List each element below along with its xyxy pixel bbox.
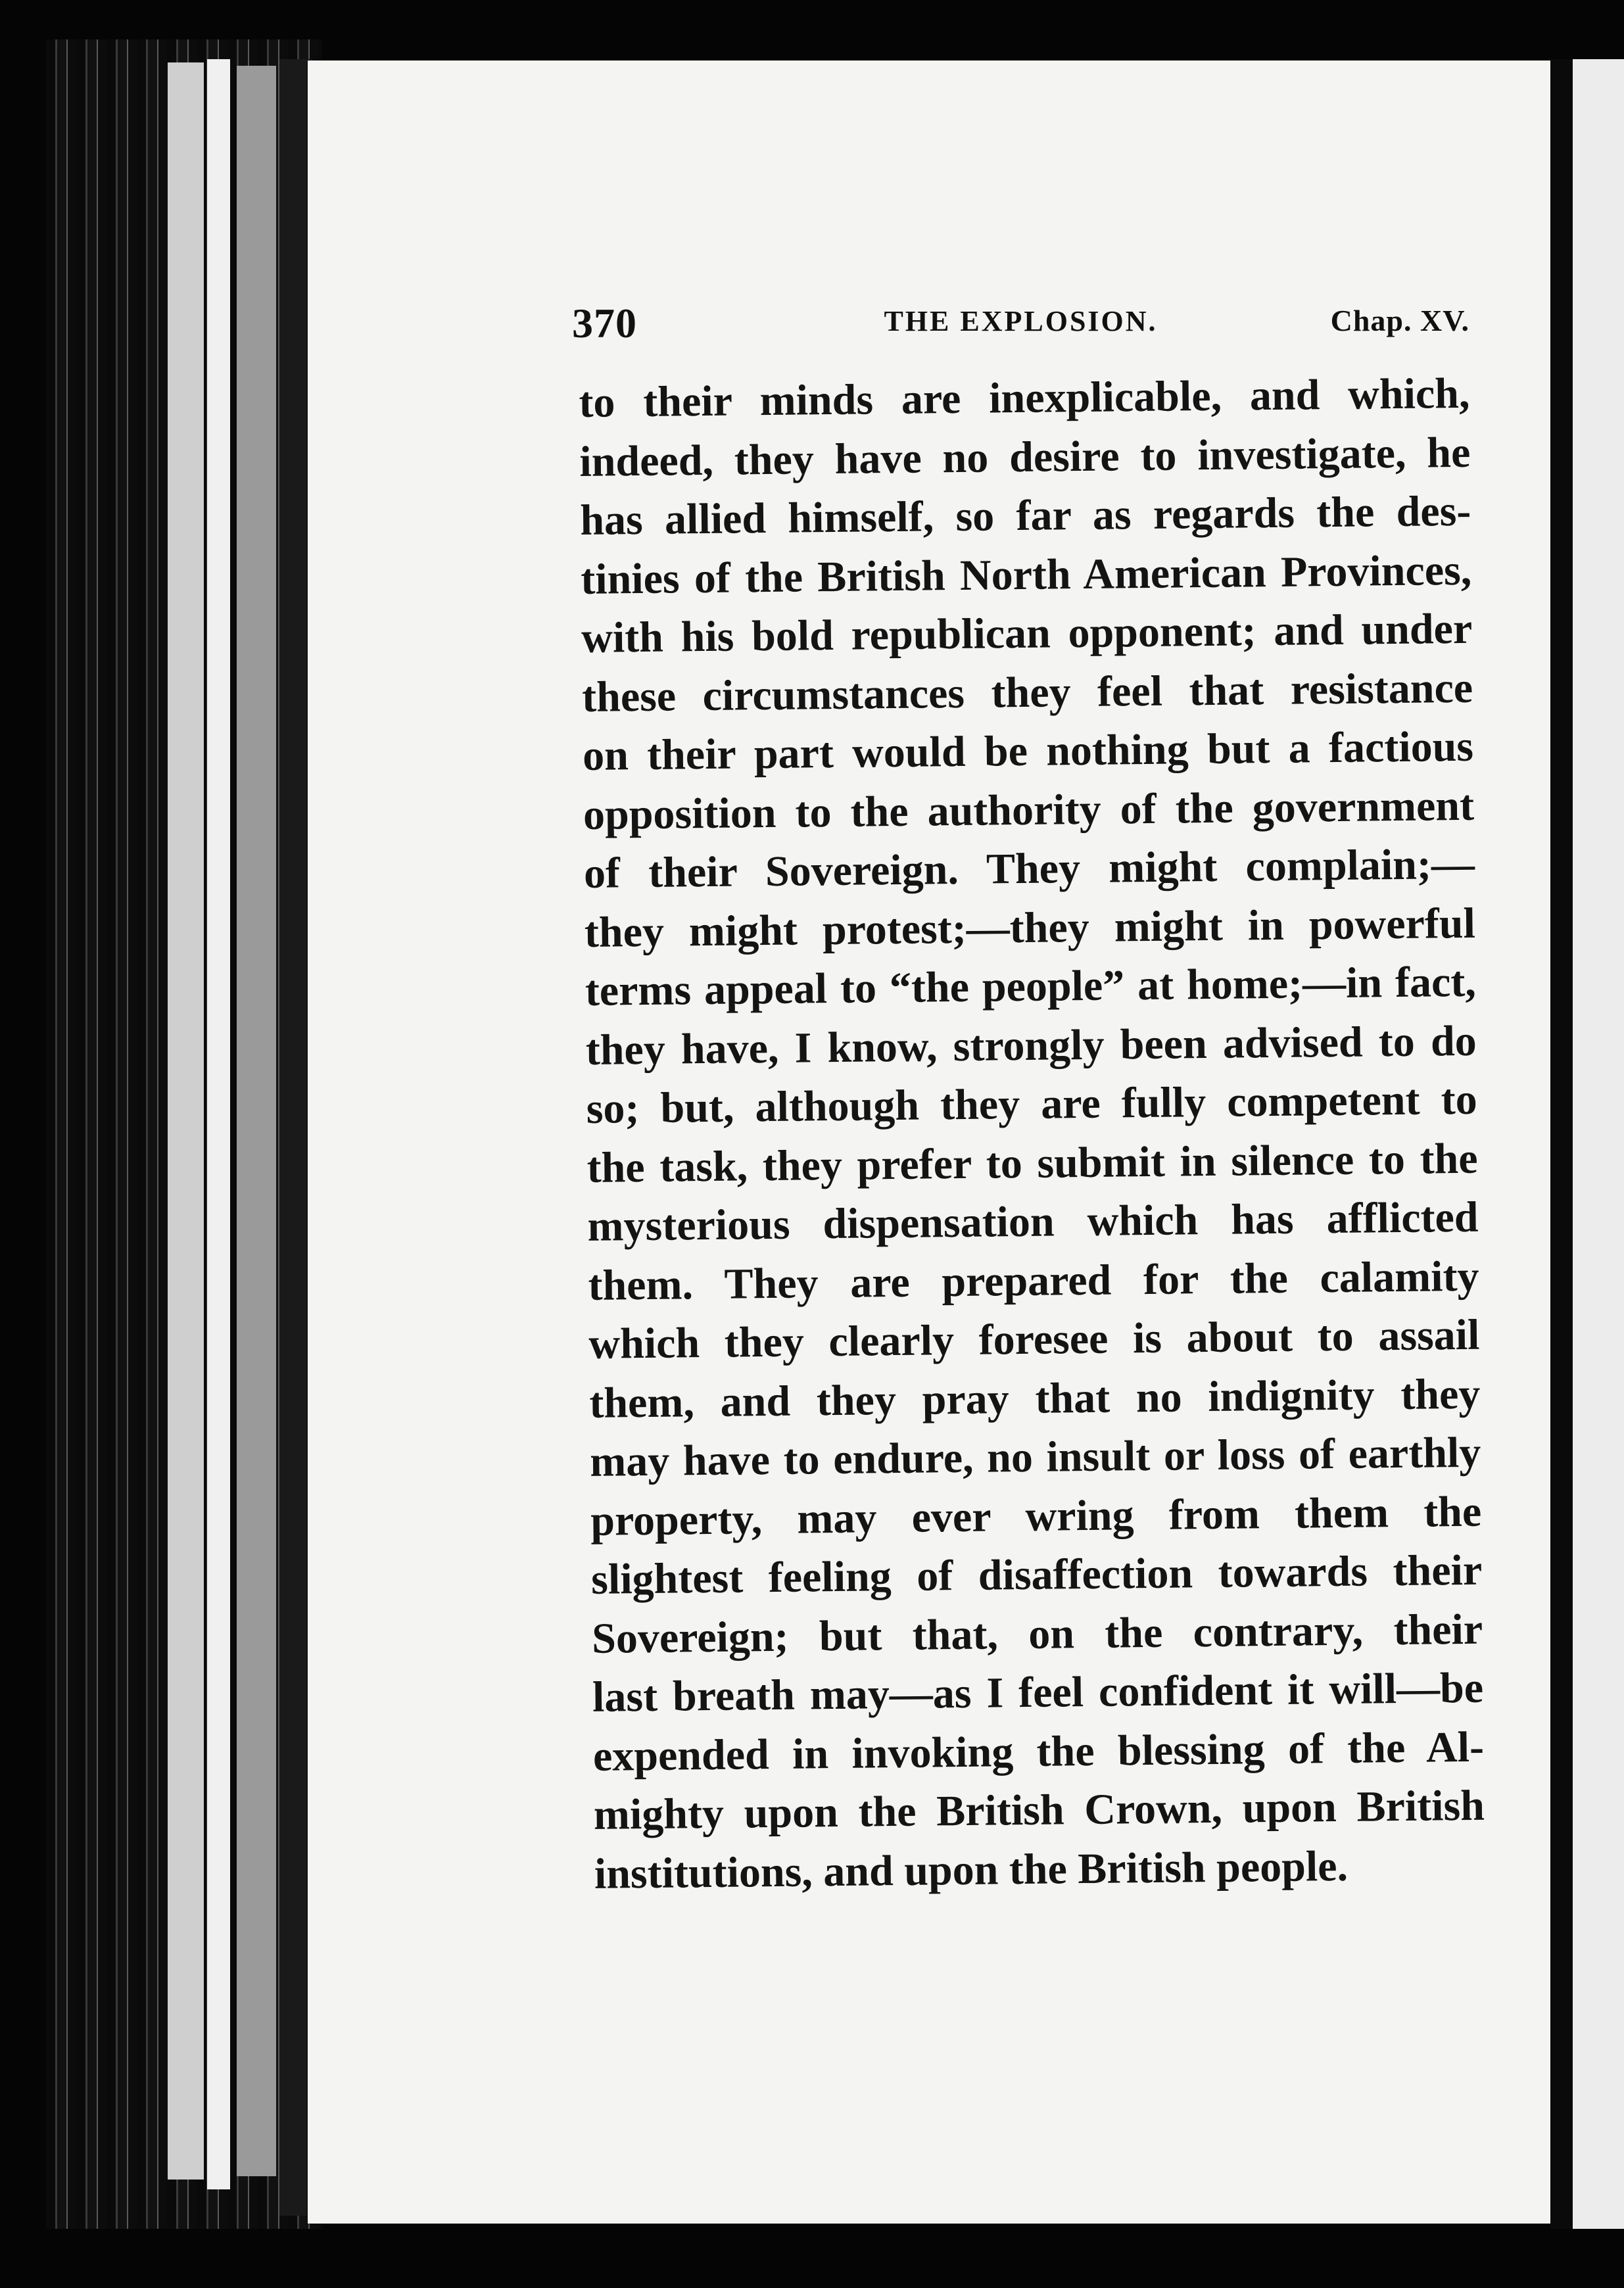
text-line: mighty upon the British Crown, upon British	[593, 1781, 1485, 1839]
text-line: them, and they pray that no indignity they	[589, 1370, 1481, 1427]
text-line: institutions, and upon the British people.	[594, 1842, 1349, 1898]
page-edge-strip	[168, 62, 204, 2180]
chapter-label: Chap. XV.	[1330, 304, 1469, 337]
text-line: has allied himself, so far as regards the des-	[579, 487, 1471, 544]
page-edge-strip	[237, 66, 276, 2176]
text-line: may have to endure, no insult or loss of earthly	[589, 1428, 1481, 1486]
text-line: them. They are prepared for the calamity	[588, 1252, 1479, 1310]
page-gap	[1550, 59, 1573, 2229]
text-line: these circumstances they feel that resistance	[581, 663, 1473, 721]
text-line: they have, I know, strongly been advised to do	[585, 1016, 1477, 1074]
text-line: on their part would be nothing but a factious	[582, 722, 1474, 780]
text-line: they might protest;—they might in powerful	[584, 899, 1476, 957]
running-head	[572, 299, 1469, 345]
text-line: tinies of the British North American Provinces,	[580, 546, 1472, 604]
body-text	[579, 364, 1485, 1903]
text-line: opposition to the authority of the government	[583, 781, 1475, 839]
text-line: expended in invoking the blessing of the Al-	[592, 1723, 1485, 1780]
text-line: the task, they prefer to submit in silence to the	[586, 1134, 1478, 1192]
text-line: indeed, they have no desire to investigate, he	[579, 428, 1471, 486]
text-line: so; but, although they are fully competent to	[586, 1075, 1478, 1133]
text-line: with his bold republican opponent; and under	[581, 604, 1473, 662]
text-line: terms appeal to “the people” at home;—in fact,	[585, 957, 1477, 1015]
facing-page-edge	[1573, 59, 1624, 2229]
page-edge-strip	[207, 59, 230, 2189]
text-line: last breath may—as I feel confident it will—be	[592, 1663, 1484, 1721]
text-line: mysterious dispensation which has afflicted	[587, 1193, 1479, 1251]
text-line: property, may ever wring from them the	[590, 1487, 1482, 1545]
text-line: Sovereign; but that, on the contrary, their	[591, 1605, 1483, 1663]
text-line: which they clearly foresee is about to assail	[588, 1310, 1480, 1368]
text-line: to their minds are inexplicable, and which,	[579, 369, 1470, 427]
page-number: 370	[572, 300, 637, 346]
text-line: of their Sovereign. They might complain;—	[583, 840, 1475, 897]
running-title: THE EXPLOSION.	[884, 305, 1158, 337]
text-line: slightest feeling of disaffection towards their	[590, 1546, 1483, 1604]
